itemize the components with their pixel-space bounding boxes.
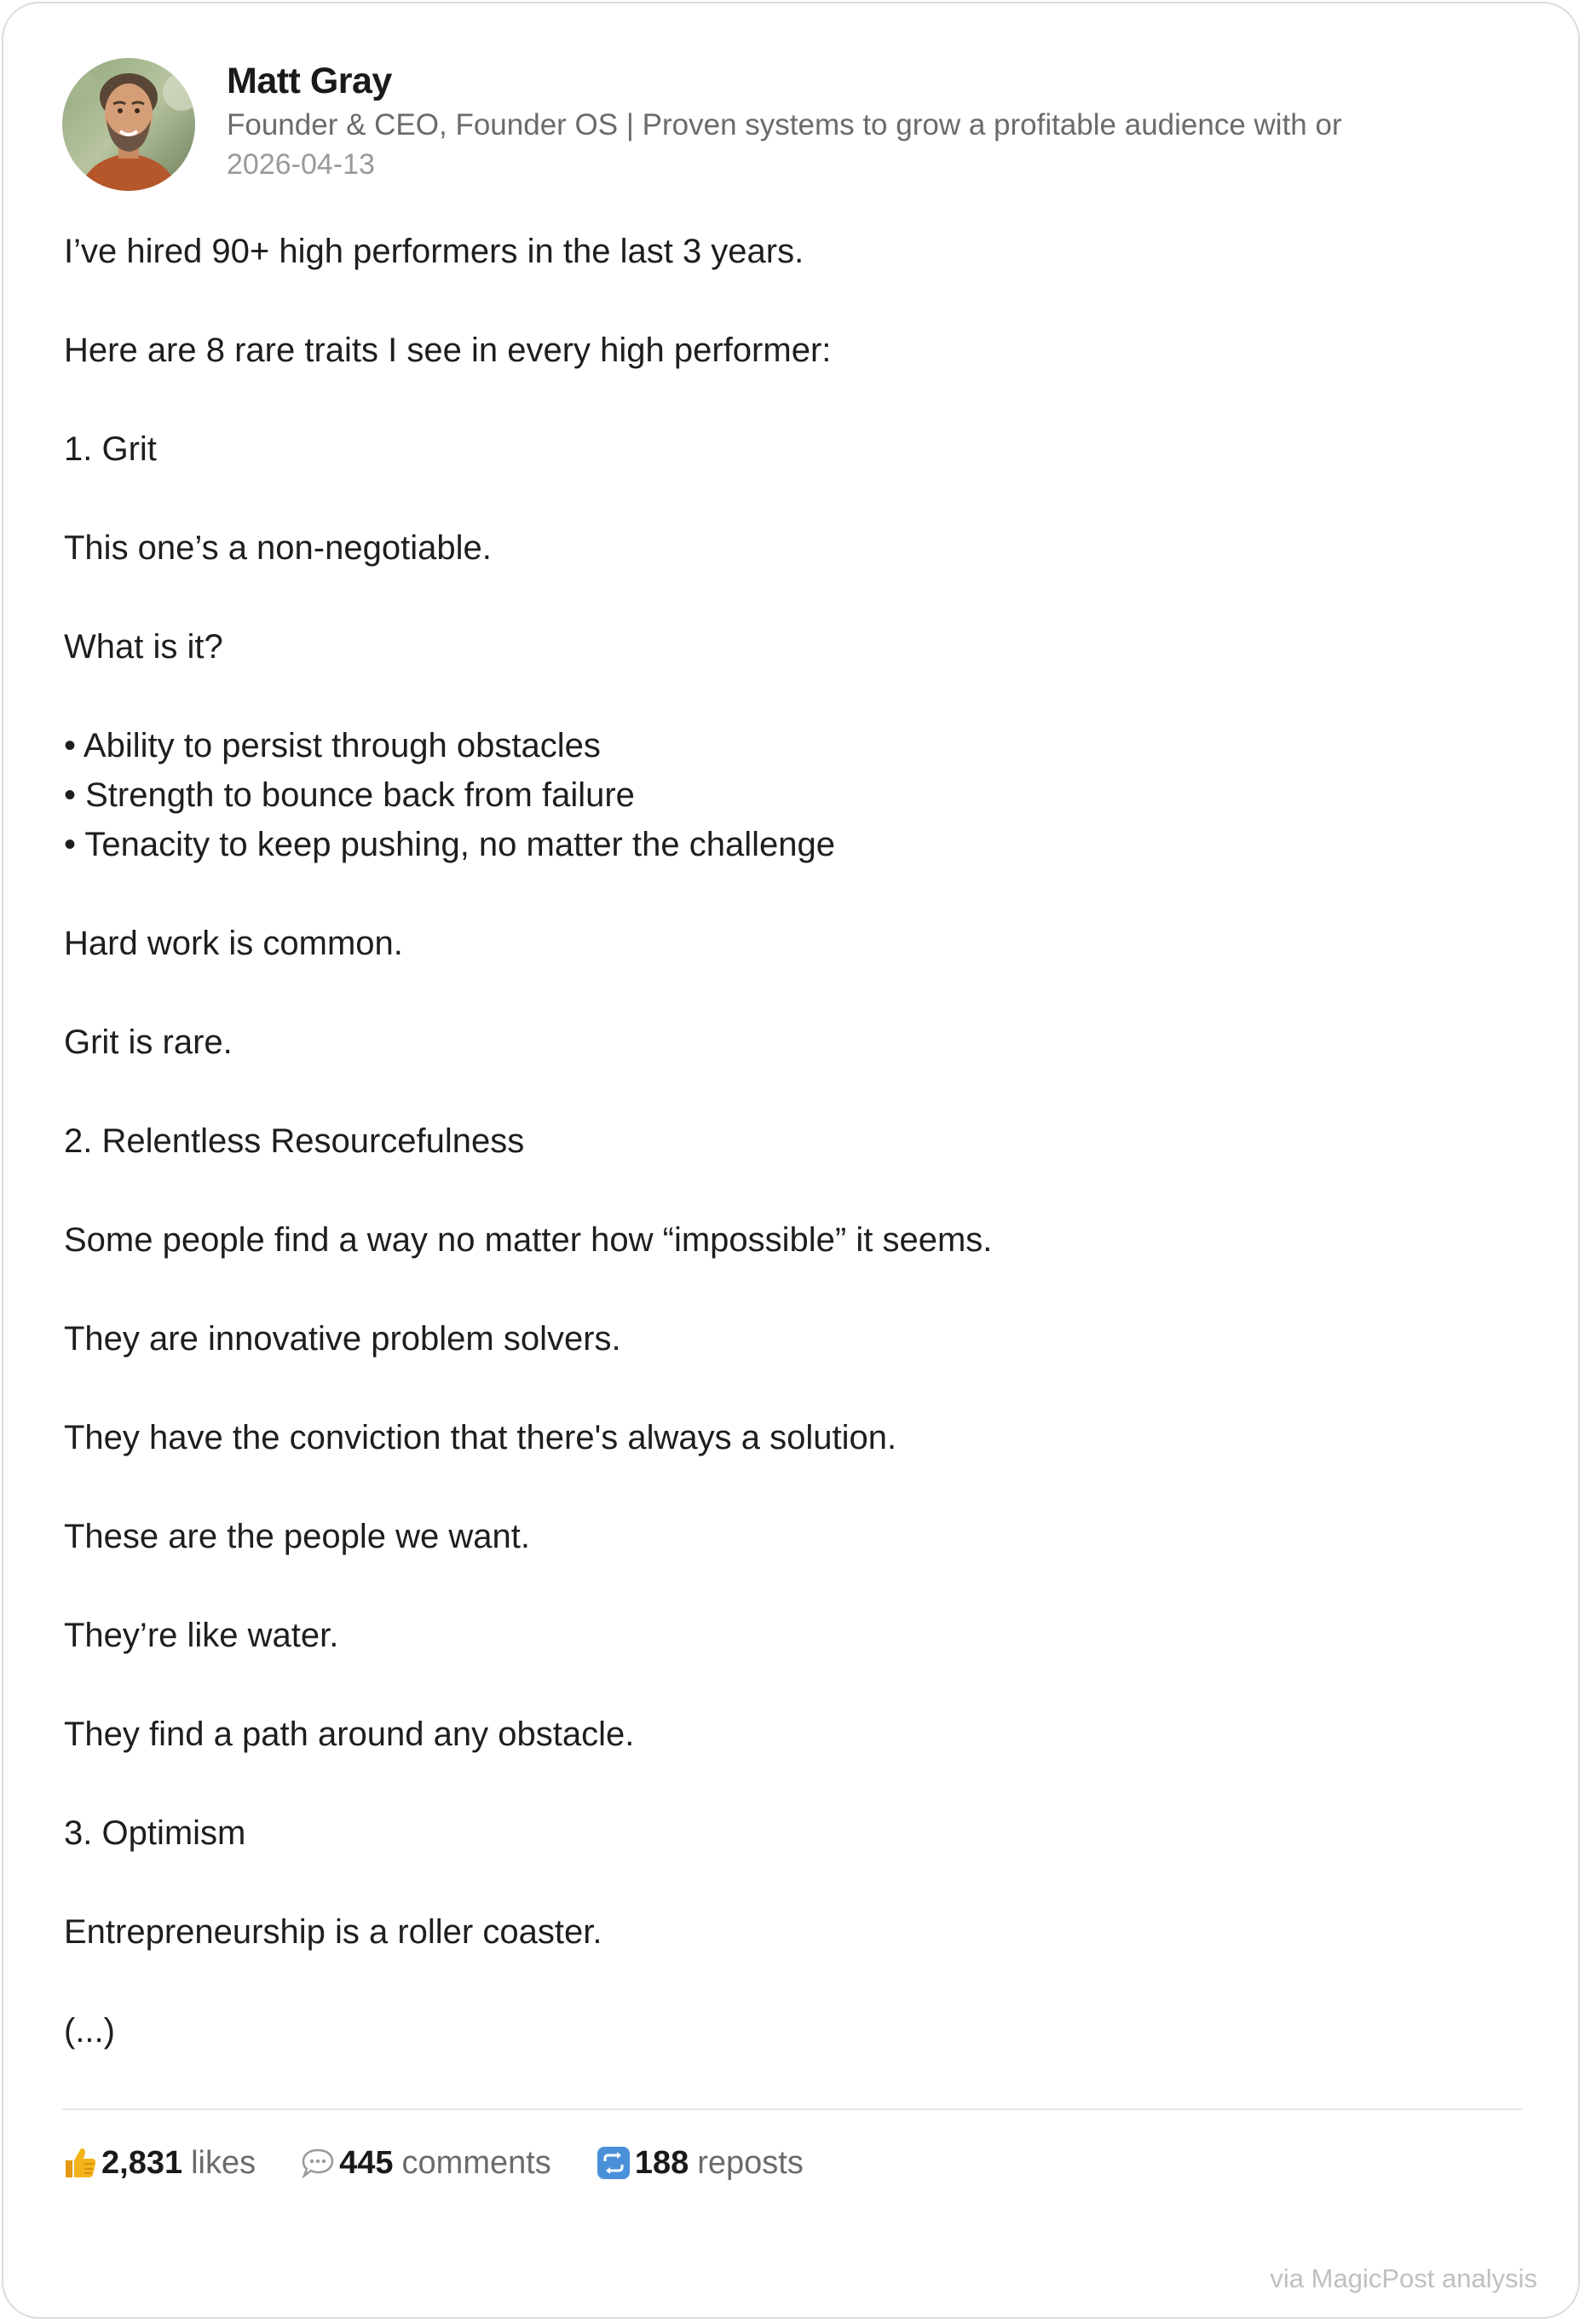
paragraph-gap	[64, 573, 1513, 622]
post-line: • Tenacity to keep pushing, no matter the challenge	[64, 826, 835, 863]
comments-count: 445	[339, 2144, 394, 2181]
post-line: Grit is rare.	[64, 1024, 233, 1061]
post-line: I’ve hired 90+ high performers in the last 3 years.	[64, 233, 804, 270]
post-line: 1. Grit	[64, 430, 157, 468]
post-line: These are the people we want.	[64, 1518, 531, 1555]
paragraph-gap	[64, 276, 1513, 326]
likes-stat[interactable]	[62, 2145, 256, 2182]
post-line: They have the conviction that there's always a solution.	[64, 1419, 897, 1456]
post-header	[62, 58, 1511, 194]
likes-label: likes	[191, 2144, 256, 2181]
thumbs-up-icon	[62, 2145, 98, 2181]
post-line: 2. Relentless Resourcefulness	[64, 1122, 525, 1160]
post-line: Some people find a way no matter how “impossible” it seems.	[64, 1221, 993, 1259]
paragraph-gap	[64, 1759, 1513, 1808]
comments-stat[interactable]	[300, 2145, 551, 2182]
post-line: 3. Optimism	[64, 1814, 246, 1852]
paragraph-gap	[64, 1067, 1513, 1116]
paragraph-gap	[64, 474, 1513, 523]
paragraph-gap	[64, 1265, 1513, 1314]
avatar[interactable]	[62, 58, 195, 191]
author-headline: Founder & CEO, Founder OS | Proven systems to grow a profitable audience with or	[227, 107, 1342, 141]
paragraph-gap	[64, 1462, 1513, 1512]
post-line: • Ability to persist through obstacles	[64, 727, 601, 764]
post-line: They’re like water.	[64, 1617, 339, 1654]
profile-photo-icon	[62, 58, 195, 191]
post-line: Entrepreneurship is a roller coaster.	[64, 1913, 602, 1951]
reposts-count: 188	[634, 2144, 689, 2181]
attribution: via MagicPost analysis	[1270, 2263, 1537, 2293]
post-line: Here are 8 rare traits I see in every high performer:	[64, 332, 832, 369]
post-date: 2026-04-13	[227, 148, 375, 182]
reposts-stat[interactable]	[596, 2145, 804, 2182]
post-line: They are innovative problem solvers.	[64, 1320, 621, 1358]
post-line: (...)	[64, 2012, 115, 2050]
paragraph-gap	[64, 1364, 1513, 1413]
speech-bubble-icon	[300, 2145, 336, 2181]
paragraph-gap	[64, 672, 1513, 721]
paragraph-gap	[64, 869, 1513, 919]
divider	[62, 2108, 1522, 2110]
paragraph-gap	[64, 1957, 1513, 2006]
post-body	[64, 227, 1513, 2056]
paragraph-gap	[64, 1561, 1513, 1611]
post-line: This one’s a non-negotiable.	[64, 529, 492, 567]
paragraph-gap	[64, 375, 1513, 424]
paragraph-gap	[64, 1858, 1513, 1907]
paragraph-gap	[64, 968, 1513, 1018]
repeat-icon	[596, 2145, 631, 2181]
paragraph-gap	[64, 1660, 1513, 1710]
reposts-label: reposts	[697, 2144, 804, 2181]
post-line: • Strength to bounce back from failure	[64, 776, 635, 814]
post-line: What is it?	[64, 628, 223, 666]
author-info	[227, 60, 1505, 183]
post-line: Hard work is common.	[64, 925, 403, 962]
likes-count: 2,831	[101, 2144, 183, 2181]
comments-label: comments	[401, 2144, 551, 2181]
paragraph-gap	[64, 1166, 1513, 1215]
author-name[interactable]: Matt Gray	[227, 61, 392, 101]
engagement-stats	[62, 2137, 848, 2188]
post-line: They find a path around any obstacle.	[64, 1716, 635, 1753]
